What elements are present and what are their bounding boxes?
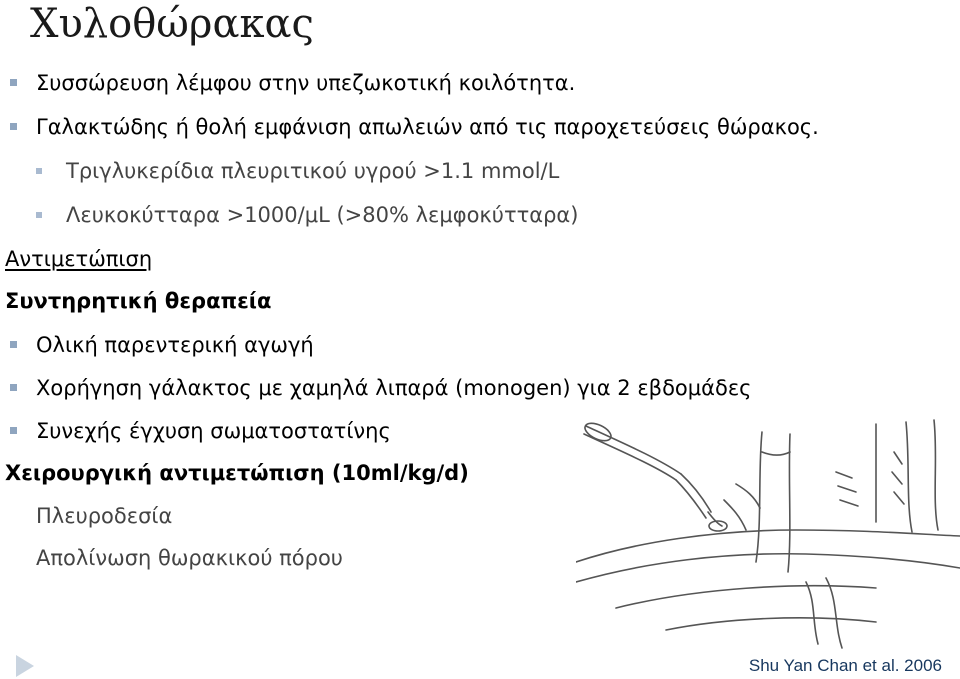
sub-bullet-text: Λευκοκύτταρα >1000/μL (>80% λεμφοκύτταρα) bbox=[66, 203, 579, 227]
surgical-item: Απολίνωση θωρακικού πόρου bbox=[36, 546, 343, 570]
bullet-text: Συσσώρευση λέμφου στην υπεζωκοτική κοιλότητα. bbox=[36, 71, 576, 95]
conservative-item-text: Χορήγηση γάλακτος με χαμηλά λιπαρά (monogen) για 2 εβδομάδες bbox=[36, 376, 752, 400]
conservative-item-text: Ολική παρεντερική αγωγή bbox=[36, 333, 314, 357]
play-arrow-icon[interactable] bbox=[16, 655, 34, 677]
square-bullet-icon bbox=[36, 168, 42, 174]
clamp-handle-upper bbox=[586, 426, 681, 474]
square-bullet-icon bbox=[36, 212, 42, 218]
square-bullet-icon bbox=[10, 427, 17, 434]
surgical-illustration bbox=[576, 412, 960, 652]
square-bullet-icon bbox=[10, 384, 17, 391]
square-bullet-icon bbox=[10, 341, 17, 348]
clamp-handle-lower bbox=[584, 434, 676, 480]
conservative-item-text: Συνεχής έγχυση σωματοστατίνης bbox=[36, 419, 391, 443]
surgical-heading: Χειρουργική αντιμετώπιση (10ml/kg/d) bbox=[5, 461, 469, 485]
square-bullet-icon bbox=[10, 79, 17, 86]
surgical-item: Πλευροδεσία bbox=[36, 504, 173, 528]
conservative-heading: Συντηρητική θεραπεία bbox=[5, 289, 272, 313]
slide-title: Χυλοθώρακας bbox=[30, 1, 314, 47]
citation: Shu Yan Chan et al. 2006 bbox=[748, 656, 942, 675]
sub-bullet-text: Τριγλυκερίδια πλευριτικού υγρού >1.1 mmol/L bbox=[66, 159, 560, 183]
square-bullet-icon bbox=[10, 123, 17, 130]
bullet-text: Γαλακτώδης ή θολή εμφάνιση απωλειών από τις παροχετεύσεις θώρακος. bbox=[36, 115, 819, 139]
treatment-heading: Αντιμετώπιση bbox=[5, 247, 153, 271]
